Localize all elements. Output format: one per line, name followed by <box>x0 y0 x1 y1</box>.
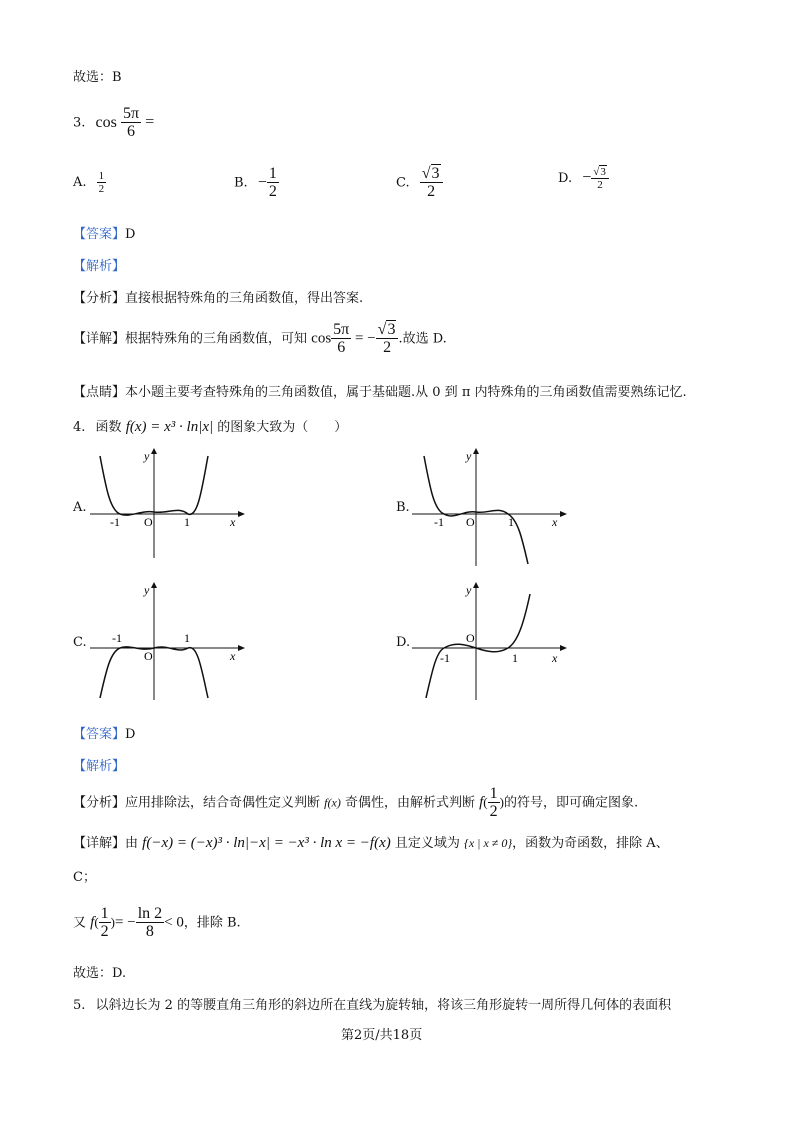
x-label: x <box>552 515 558 529</box>
fenxi-row: 【分析】直接根据特殊角的三角函数值，得出答案. <box>73 291 364 306</box>
y-label: y <box>144 583 150 597</box>
page-footer: 第2页/共18页 <box>341 1028 423 1043</box>
x-label: x <box>552 651 558 665</box>
graph-d <box>412 582 572 702</box>
x-axis-arrow <box>238 511 245 517</box>
x-label: x <box>230 649 236 663</box>
graph-a-label: A. <box>73 500 87 515</box>
neg-one-label: -1 <box>112 631 122 645</box>
final-answer: 故选：D. <box>73 966 127 981</box>
graph-d-label: D. <box>396 635 411 650</box>
graph-a <box>90 448 250 558</box>
x-label: x <box>230 515 236 529</box>
neg-one-label: -1 <box>434 515 444 529</box>
origin-label: O <box>466 631 475 645</box>
y-axis-arrow <box>473 448 479 454</box>
dianjing-row: 【点睛】本小题主要考查特殊角的三角函数值，属于基础题.从 0 到 π 内特殊角的三角函数值需要熟练记忆. <box>73 385 687 400</box>
xiangjie-row: 【详解】由 f(−x) = (−x)³ · ln|−x| = −x³ · ln x = −f(x) 且定义域为 {x | x ≠ 0}，函数为奇函数，排除 A、 <box>73 835 669 851</box>
origin-label: O <box>144 515 153 529</box>
graph-c <box>90 582 250 702</box>
question-number: 3. <box>73 115 86 131</box>
y-label: y <box>466 583 472 597</box>
cos-func: cos <box>95 113 117 131</box>
question-4-stem: 4. 函数 f(x) = x³ · ln|x| 的图象大致为（ ） <box>73 419 348 435</box>
pos-one-label: 1 <box>512 651 518 665</box>
pos-one-label: 1 <box>184 515 190 529</box>
function-formula: f(x) = x³ · ln|x| <box>125 419 214 435</box>
answer-line: 故选：B <box>73 70 122 85</box>
x-axis-arrow <box>560 511 567 517</box>
answer-row: 【答案】D <box>73 227 136 242</box>
y-label: y <box>144 449 150 463</box>
option-a: A. $\frac{1}{2}$ <box>73 170 105 195</box>
analysis-tag: 【解析】 <box>73 259 126 274</box>
y-axis-arrow <box>151 582 157 588</box>
question-5-stem: 5. 以斜边长为 2 的等腰直角三角形的斜边所在直线为旋转轴，将该三角形旋转一周所得几何体的表面积 <box>73 998 672 1013</box>
graph-b-label: B. <box>396 500 410 515</box>
analysis-tag: 【解析】 <box>73 759 126 774</box>
answer-row: 【答案】D <box>73 727 136 742</box>
origin-label: O <box>466 515 475 529</box>
y-axis-arrow <box>473 582 479 588</box>
question-3-stem: 3. cos $\frac{5\pi}{6}$ = <box>73 105 155 140</box>
curve <box>426 594 530 698</box>
you-row: 又 f( $\frac{1}{2}$ )= − $\frac{\ln 2}{8}$ < 0，排除 B. <box>73 905 241 940</box>
pos-one-label: 1 <box>508 515 514 529</box>
pos-one-label: 1 <box>184 631 190 645</box>
neg-one-label: -1 <box>440 651 450 665</box>
fenxi-row: 【分析】应用排除法，结合奇偶性定义判断 f(x) 奇偶性，由解析式判断 f( $\frac{1}{2}$ )的符号，即可确定图象. <box>73 785 639 820</box>
x-axis-arrow <box>560 645 567 651</box>
graph-c-label: C. <box>73 635 87 650</box>
graph-b <box>412 448 572 568</box>
neg-one-label: -1 <box>110 515 120 529</box>
option-b: B. − $\frac{1}{2}$ <box>234 165 277 200</box>
option-c: C. $\frac{√3}{2}$ <box>396 166 443 200</box>
y-axis-arrow <box>151 448 157 454</box>
origin-label: O <box>144 649 153 663</box>
x-axis-arrow <box>238 645 245 651</box>
y-label: y <box>466 449 472 463</box>
option-d: D. − $\frac{√3}{2}$ <box>558 166 609 191</box>
fraction: $\frac{5\pi}{6}$ <box>123 105 140 140</box>
xiangjie-cont: C； <box>73 870 96 885</box>
xiangjie-row: 【详解】根据特殊角的三角函数值，可知 cos $\frac{5\pi}{6}$ = − $\frac{√3}{2}$ .故选 D. <box>73 321 447 356</box>
